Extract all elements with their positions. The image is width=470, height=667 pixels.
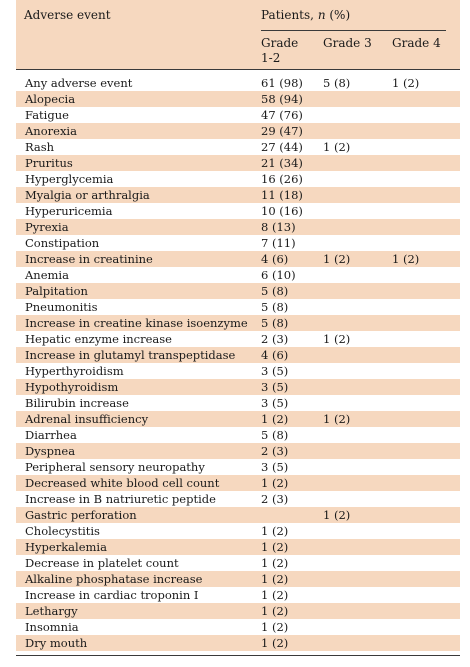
grade12-cell: 7 (11) — [261, 236, 296, 250]
table-row — [16, 523, 460, 539]
grade12-cell: 11 (18) — [261, 188, 303, 202]
event-cell: Hyperglycemia — [25, 172, 114, 186]
event-cell: Hyperuricemia — [25, 204, 113, 218]
grade12-cell: 8 (13) — [261, 220, 296, 234]
event-cell: Lethargy — [25, 604, 78, 618]
col-header-adverse-event: Adverse event — [24, 8, 111, 22]
table-row — [16, 203, 460, 219]
event-cell: Palpitation — [25, 284, 88, 298]
event-cell: Constipation — [25, 236, 100, 250]
grade12-cell: 4 (6) — [261, 252, 289, 266]
table-row — [16, 491, 460, 507]
table-row — [16, 395, 460, 411]
grade12-cell: 61 (98) — [261, 76, 303, 90]
table-row — [16, 363, 460, 379]
table-row — [16, 603, 460, 619]
event-cell: Pneumonitis — [25, 300, 98, 314]
table-row — [16, 587, 460, 603]
event-cell: Decrease in platelet count — [25, 556, 179, 570]
event-cell: Adrenal insufficiency — [25, 412, 149, 426]
col-header-grade3: Grade 3 — [323, 36, 372, 50]
event-cell: Hepatic enzyme increase — [25, 332, 172, 346]
patients-n-symbol: n — [317, 8, 326, 22]
grade12-cell: 1 (2) — [261, 636, 289, 650]
table-row — [16, 331, 460, 347]
grade12-cell: 1 (2) — [261, 524, 289, 538]
event-cell: Anorexia — [25, 124, 77, 138]
event-cell: Increase in cardiac troponin I — [25, 588, 199, 602]
grade12-cell: 47 (76) — [261, 108, 303, 122]
grade12-cell: 10 (16) — [261, 204, 303, 218]
event-cell: Dry mouth — [25, 636, 88, 650]
grade12-cell: 2 (3) — [261, 492, 289, 506]
table-row — [16, 251, 460, 267]
grade3-cell: 5 (8) — [323, 76, 351, 90]
grade12-cell: 21 (34) — [261, 156, 303, 170]
event-cell: Myalgia or arthralgia — [25, 188, 150, 202]
patients-pct-label: (%) — [329, 8, 351, 22]
grade12-line1: Grade — [261, 36, 299, 50]
table-row — [16, 539, 460, 555]
table-row — [16, 555, 460, 571]
event-cell: Fatigue — [25, 108, 69, 122]
grade3-cell: 1 (2) — [323, 140, 351, 154]
table-row — [16, 443, 460, 459]
col-header-grade4: Grade 4 — [392, 36, 441, 50]
grade12-cell: 5 (8) — [261, 284, 289, 298]
table-row — [16, 475, 460, 491]
grade12-cell: 58 (94) — [261, 92, 303, 106]
table-row — [16, 283, 460, 299]
grade3-cell: 1 (2) — [323, 412, 351, 426]
grade12-line2: 1-2 — [261, 51, 281, 65]
table-row — [16, 139, 460, 155]
table-header — [16, 0, 460, 69]
event-cell: Alopecia — [25, 92, 76, 106]
grade3-cell: 1 (2) — [323, 332, 351, 346]
grade3-cell: 1 (2) — [323, 252, 351, 266]
grade4-cell: 1 (2) — [392, 76, 420, 90]
table-row — [16, 379, 460, 395]
event-cell: Increase in creatinine — [25, 252, 153, 266]
table-row — [16, 267, 460, 283]
grade3-cell: 1 (2) — [323, 508, 351, 522]
event-cell: Hypothyroidism — [25, 380, 119, 394]
table-row — [16, 219, 460, 235]
table-row — [16, 507, 460, 523]
col-header-patients — [261, 8, 350, 22]
table-row — [16, 155, 460, 171]
table-row — [16, 235, 460, 251]
table-row — [16, 315, 460, 331]
table-row — [16, 107, 460, 123]
event-cell: Increase in B natriuretic peptide — [25, 492, 216, 506]
bottom-rule — [16, 655, 460, 656]
grade12-cell: 3 (5) — [261, 460, 289, 474]
event-cell: Rash — [25, 140, 55, 154]
table-body — [16, 75, 460, 651]
event-cell: Alkaline phosphatase increase — [25, 572, 203, 586]
event-cell: Bilirubin increase — [25, 396, 129, 410]
event-cell: Increase in creatine kinase isoenzyme — [25, 316, 248, 330]
table-row — [16, 299, 460, 315]
event-cell: Dyspnea — [25, 444, 76, 458]
grade12-cell: 6 (10) — [261, 268, 296, 282]
grade12-cell: 3 (5) — [261, 364, 289, 378]
event-cell: Hyperthyroidism — [25, 364, 124, 378]
table-row — [16, 171, 460, 187]
event-cell: Increase in glutamyl transpeptidase — [25, 348, 236, 362]
patients-underline — [261, 30, 446, 31]
header-rule — [16, 69, 460, 70]
grade12-cell: 1 (2) — [261, 540, 289, 554]
grade12-cell: 2 (3) — [261, 444, 289, 458]
event-cell: Pruritus — [25, 156, 73, 170]
grade12-cell: 5 (8) — [261, 316, 289, 330]
col-header-grade12 — [261, 36, 298, 66]
event-cell: Any adverse event — [25, 76, 133, 90]
grade12-cell: 1 (2) — [261, 476, 289, 490]
table-row — [16, 187, 460, 203]
event-cell: Insomnia — [25, 620, 79, 634]
grade12-cell: 1 (2) — [261, 620, 289, 634]
grade12-cell: 4 (6) — [261, 348, 289, 362]
grade12-cell: 1 (2) — [261, 572, 289, 586]
grade12-cell: 1 (2) — [261, 412, 289, 426]
table-row — [16, 411, 460, 427]
event-cell: Hyperkalemia — [25, 540, 107, 554]
table-row — [16, 91, 460, 107]
table-row — [16, 123, 460, 139]
patients-label: Patients, — [261, 8, 314, 22]
event-cell: Gastric perforation — [25, 508, 137, 522]
table-row — [16, 635, 460, 651]
table-row — [16, 619, 460, 635]
table-row — [16, 75, 460, 91]
event-cell: Peripheral sensory neuropathy — [25, 460, 205, 474]
grade12-cell: 27 (44) — [261, 140, 303, 154]
event-cell: Decreased white blood cell count — [25, 476, 220, 490]
table-row — [16, 571, 460, 587]
grade12-cell: 3 (5) — [261, 380, 289, 394]
grade12-cell: 3 (5) — [261, 396, 289, 410]
event-cell: Cholecystitis — [25, 524, 100, 538]
table-row — [16, 427, 460, 443]
table-row — [16, 459, 460, 475]
event-cell: Pyrexia — [25, 220, 69, 234]
grade4-cell: 1 (2) — [392, 252, 420, 266]
grade12-cell: 5 (8) — [261, 300, 289, 314]
event-cell: Anemia — [25, 268, 69, 282]
grade12-cell: 1 (2) — [261, 556, 289, 570]
grade12-cell: 5 (8) — [261, 428, 289, 442]
grade12-cell: 1 (2) — [261, 604, 289, 618]
table-row — [16, 347, 460, 363]
grade12-cell: 1 (2) — [261, 588, 289, 602]
grade12-cell: 16 (26) — [261, 172, 303, 186]
event-cell: Diarrhea — [25, 428, 77, 442]
grade12-cell: 29 (47) — [261, 124, 303, 138]
grade12-cell: 2 (3) — [261, 332, 289, 346]
